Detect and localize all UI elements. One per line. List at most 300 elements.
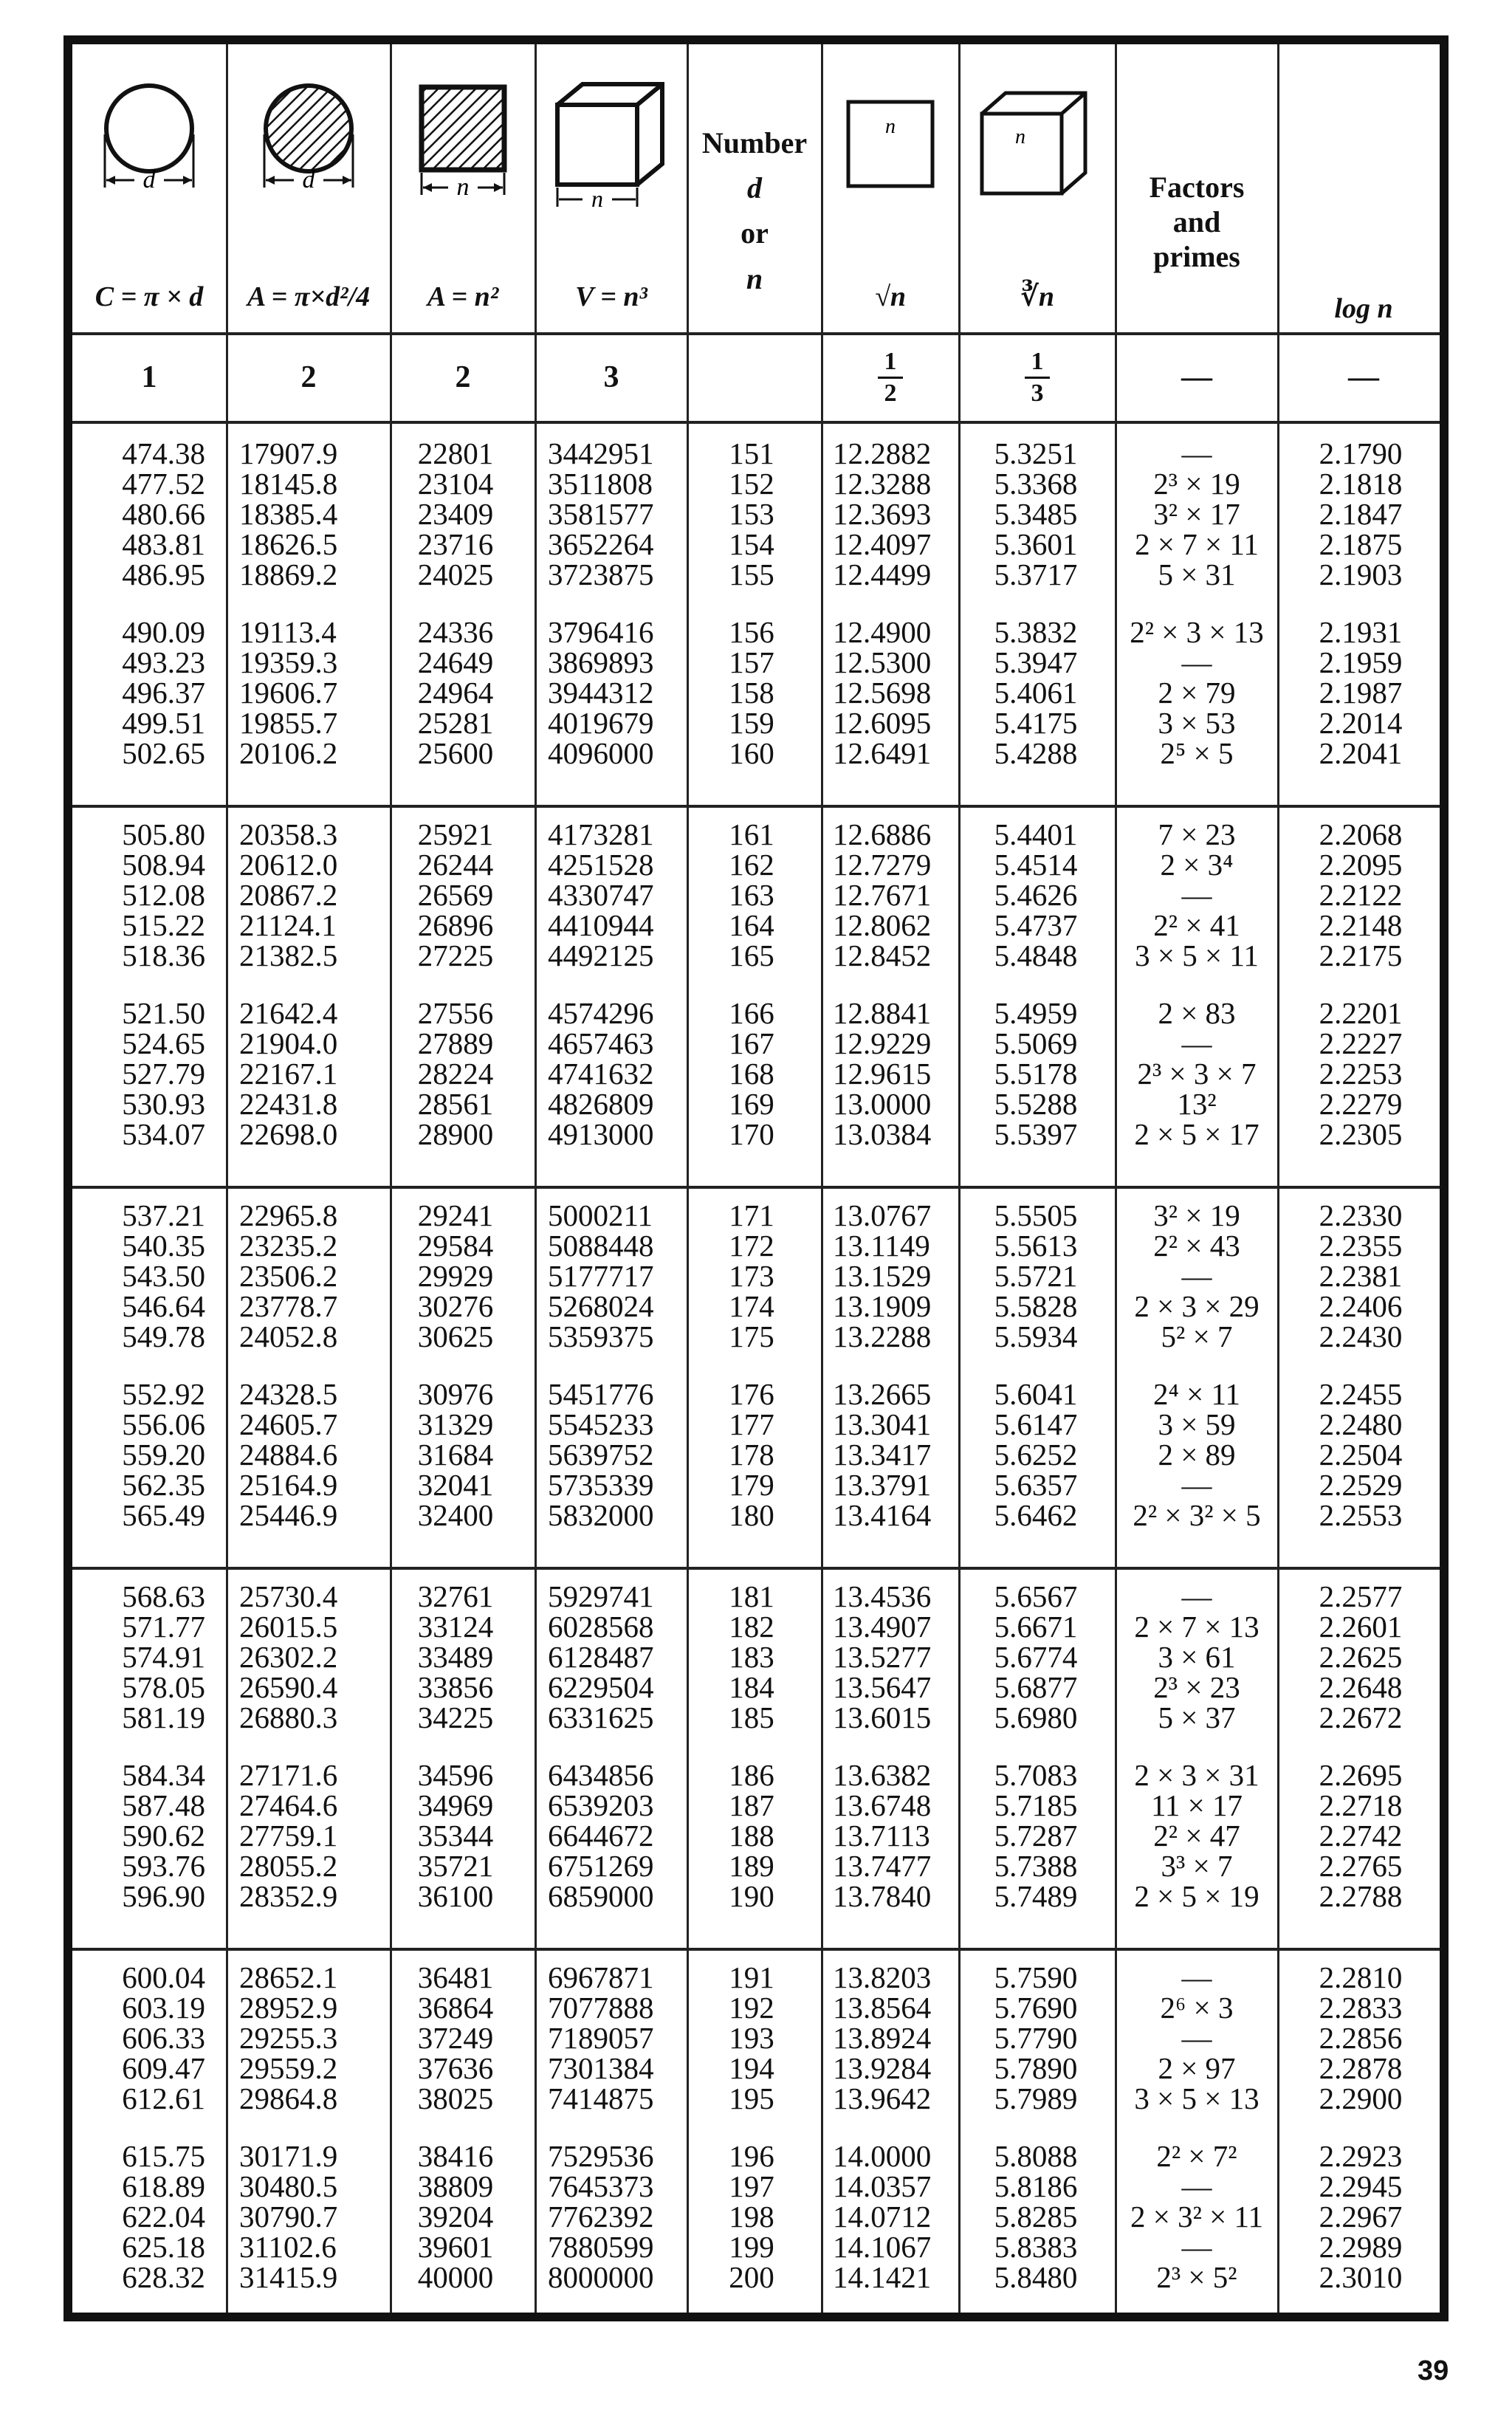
square-cell: 36481 xyxy=(417,1960,494,1994)
circle-area-cell: 17907.9 xyxy=(239,436,338,470)
cube-cell: 6644672 xyxy=(548,1819,654,1853)
cbrt-cell: 5.7489 xyxy=(994,1879,1078,1913)
circumference-cell: 490.09 xyxy=(122,615,205,649)
cube-cell: 4913000 xyxy=(548,1117,654,1151)
factors-column xyxy=(1121,1579,1273,1734)
sqrt-cell: 13.7477 xyxy=(833,1849,932,1883)
sqrt-column xyxy=(833,1379,951,1531)
cube-cell: 4657463 xyxy=(548,1026,654,1060)
number-cell: 183 xyxy=(729,1640,774,1674)
table-band xyxy=(72,805,1440,1186)
cube-dimension-label: n xyxy=(591,185,603,210)
log-column xyxy=(1291,617,1431,769)
sqrt-cell: 12.8841 xyxy=(833,996,932,1030)
cube-column xyxy=(548,1760,673,1912)
square-cell: 22801 xyxy=(417,436,494,470)
band-divider xyxy=(72,1948,1440,1951)
circumference-cell: 603.19 xyxy=(122,1991,205,2025)
square-cell: 30625 xyxy=(417,1319,494,1353)
square-cell: 23716 xyxy=(417,527,494,561)
log-cell: 2.2122 xyxy=(1319,878,1403,912)
number-column xyxy=(700,1379,803,1531)
cube-cell: 5832000 xyxy=(548,1498,654,1532)
number-column xyxy=(700,2141,803,2293)
cube-cell: 4251528 xyxy=(548,848,654,882)
cube-cell: 6751269 xyxy=(548,1849,654,1883)
square-cell: 24649 xyxy=(417,645,494,679)
circumference-cell: 606.33 xyxy=(122,2021,205,2055)
cbrt-cell: 5.4514 xyxy=(994,848,1078,882)
factors-cell: 5² × 7 xyxy=(1161,1319,1233,1353)
cbrt-cell: 5.6147 xyxy=(994,1407,1078,1441)
log-cell: 2.2253 xyxy=(1319,1057,1403,1091)
number-cell: 195 xyxy=(729,2081,774,2115)
log-cell: 2.1931 xyxy=(1319,615,1403,649)
circumference-cell: 593.76 xyxy=(122,1849,205,1883)
number-cell: 152 xyxy=(729,467,774,501)
number-cell: 179 xyxy=(729,1468,774,1502)
circle-area-cell: 22965.8 xyxy=(239,1198,338,1232)
circle-area-column xyxy=(239,1760,372,1912)
factors-cell: — xyxy=(1181,1026,1212,1060)
sqrt-cell: 13.4164 xyxy=(833,1498,932,1532)
circumference-cell: 609.47 xyxy=(122,2051,205,2085)
square-column xyxy=(400,1960,511,2115)
log-cell: 2.2305 xyxy=(1319,1117,1403,1151)
square-column xyxy=(400,436,511,591)
cube-cell: 7301384 xyxy=(548,2051,654,2085)
circumference-cell: 527.79 xyxy=(122,1057,205,1091)
log-cell: 2.2672 xyxy=(1319,1700,1403,1734)
log-cell: 2.2504 xyxy=(1319,1438,1403,1472)
sqrt-cell: 12.9229 xyxy=(833,1026,932,1060)
header-circle-area xyxy=(227,44,390,332)
cbrt-cell: 5.7890 xyxy=(994,2051,1078,2085)
circle-area-column xyxy=(239,817,372,972)
cbrt-cell: 5.3832 xyxy=(994,615,1078,649)
square-cell: 23104 xyxy=(417,467,494,501)
sqrt-cell: 13.3791 xyxy=(833,1468,932,1502)
log-cell: 2.2330 xyxy=(1319,1198,1403,1232)
factors-cell: 5 × 31 xyxy=(1158,557,1236,591)
cube-column xyxy=(548,1379,673,1531)
square-cell: 28561 xyxy=(417,1087,494,1121)
log-cell: 2.2989 xyxy=(1319,2230,1403,2264)
square-cell: 30276 xyxy=(417,1289,494,1323)
circle-area-cell: 20867.2 xyxy=(239,878,338,912)
cube-column xyxy=(548,617,673,769)
circumference-column xyxy=(87,1960,205,2115)
circle-area-cell: 22698.0 xyxy=(239,1117,338,1151)
number-cell: 192 xyxy=(729,1991,774,2025)
square-cell: 25281 xyxy=(417,706,494,740)
square-cell: 26569 xyxy=(417,878,494,912)
circumference-cell: 562.35 xyxy=(122,1468,205,1502)
factors-cell: 2⁵ × 5 xyxy=(1160,736,1234,770)
circumference-cell: 505.80 xyxy=(122,817,205,851)
log-cell: 2.2227 xyxy=(1319,1026,1403,1060)
factors-cell: 2 × 5 × 17 xyxy=(1134,1117,1260,1151)
circumference-cell: 508.94 xyxy=(122,848,205,882)
log-cell: 2.2833 xyxy=(1319,1991,1403,2025)
number-cell: 162 xyxy=(729,848,774,882)
factors-cell: 2 × 3⁴ xyxy=(1160,848,1234,882)
number-column xyxy=(700,998,803,1150)
cube-cell: 5088448 xyxy=(548,1229,654,1263)
factors-cell: 3 × 59 xyxy=(1158,1407,1236,1441)
square-cell: 33489 xyxy=(417,1640,494,1674)
table-band xyxy=(72,1948,1440,2329)
square-cell: 29584 xyxy=(417,1229,494,1263)
cube-cell: 4096000 xyxy=(548,736,654,770)
cube-cell: 3511808 xyxy=(548,467,653,501)
circle-area-cell: 25164.9 xyxy=(239,1468,338,1502)
circle-dimension-label: d xyxy=(142,166,156,193)
cube-cell: 3581577 xyxy=(548,497,654,531)
cube-cell: 5000211 xyxy=(548,1198,653,1232)
circumference-cell: 480.66 xyxy=(122,497,205,531)
factors-cell: — xyxy=(1181,1259,1212,1293)
header-number xyxy=(688,44,821,332)
log-column xyxy=(1291,1379,1431,1531)
number-cell: 171 xyxy=(729,1198,774,1232)
circle-area-cell: 20106.2 xyxy=(239,736,338,770)
small-cube-icon xyxy=(975,89,1100,199)
cbrt-cell: 5.8480 xyxy=(994,2260,1078,2294)
circle-area-cell: 29864.8 xyxy=(239,2081,338,2115)
circle-area-cell: 26015.5 xyxy=(239,1610,338,1644)
log-column xyxy=(1291,1760,1431,1912)
cbrt-cell: 5.4288 xyxy=(994,736,1078,770)
number-cell: 188 xyxy=(729,1819,774,1853)
factors-cell: 2 × 3² × 11 xyxy=(1130,2200,1263,2234)
circumference-cell: 499.51 xyxy=(122,706,205,740)
cube-column xyxy=(548,1960,673,2115)
disc-dimension-label: d xyxy=(302,166,315,193)
cbrt-column xyxy=(973,1960,1099,2115)
factors-column xyxy=(1121,1198,1273,1353)
circumference-cell: 587.48 xyxy=(122,1788,205,1822)
sqrt-cell: 13.5277 xyxy=(833,1640,932,1674)
cbrt-cell: 5.4737 xyxy=(994,908,1078,942)
circle-area-cell: 26880.3 xyxy=(239,1700,338,1734)
cbrt-cell: 5.5613 xyxy=(994,1229,1078,1263)
square-cell: 36864 xyxy=(417,1991,494,2025)
log-column xyxy=(1291,436,1431,591)
circumference-column xyxy=(87,1579,205,1734)
cube-cell: 6539203 xyxy=(548,1788,654,1822)
circumference-cell: 521.50 xyxy=(122,996,205,1030)
factors-column xyxy=(1121,617,1273,769)
index-cell-sqrt xyxy=(822,334,958,421)
log-cell: 2.2041 xyxy=(1319,736,1403,770)
number-cell: 155 xyxy=(729,557,774,591)
square-cell: 27556 xyxy=(417,996,494,1030)
log-cell: 2.2455 xyxy=(1319,1377,1403,1411)
cbrt-cell: 5.6877 xyxy=(994,1670,1078,1704)
cube-cell: 5177717 xyxy=(548,1259,654,1293)
log-cell: 2.1875 xyxy=(1319,527,1403,561)
index-cell: — xyxy=(1181,360,1212,394)
log-cell: 2.2967 xyxy=(1319,2200,1403,2234)
square-column xyxy=(400,617,511,769)
sqrt-cell: 13.0767 xyxy=(833,1198,932,1232)
number-cell: 165 xyxy=(729,938,774,972)
sqrt-cell: 14.0000 xyxy=(833,2139,932,2173)
factors-cell: — xyxy=(1181,1960,1212,1994)
cube-cell: 7880599 xyxy=(548,2230,654,2264)
log-cell: 2.2625 xyxy=(1319,1640,1403,1674)
circumference-column xyxy=(87,817,205,972)
factors-cell: 2⁴ × 11 xyxy=(1153,1377,1240,1411)
circumference-cell: 596.90 xyxy=(122,1879,205,1913)
circumference-cell: 578.05 xyxy=(122,1670,205,1704)
number-label-n: n xyxy=(746,261,763,295)
number-cell: 172 xyxy=(729,1229,774,1263)
cube-cell: 4826809 xyxy=(548,1087,654,1121)
cbrt-column xyxy=(973,1379,1099,1531)
number-column xyxy=(700,617,803,769)
square-cell: 26244 xyxy=(417,848,494,882)
factors-cell: — xyxy=(1181,1468,1212,1502)
circle-area-cell: 30790.7 xyxy=(239,2200,338,2234)
cube-cell: 6967871 xyxy=(548,1960,654,1994)
circle-area-cell: 21642.4 xyxy=(239,996,338,1030)
header-square xyxy=(391,44,535,332)
number-cell: 151 xyxy=(729,436,774,470)
circle-area-cell: 21904.0 xyxy=(239,1026,338,1060)
square-cell: 31684 xyxy=(417,1438,494,1472)
log-cell: 2.2529 xyxy=(1319,1468,1403,1502)
number-cell: 163 xyxy=(729,878,774,912)
number-cell: 167 xyxy=(729,1026,774,1060)
cube-cell: 3796416 xyxy=(548,615,654,649)
circumference-cell: 524.65 xyxy=(122,1026,205,1060)
circle-area-cell: 24328.5 xyxy=(239,1377,338,1411)
factors-cell: 13² xyxy=(1177,1087,1217,1121)
circumference-cell: 556.06 xyxy=(122,1407,205,1441)
cube-cell: 4741632 xyxy=(548,1057,654,1091)
number-column xyxy=(700,1960,803,2115)
cbrt-cell: 5.3947 xyxy=(994,645,1078,679)
circumference-cell: 600.04 xyxy=(122,1960,205,1994)
circle-area-cell: 23506.2 xyxy=(239,1259,338,1293)
small-square-icon xyxy=(842,96,938,192)
cube-cell: 3723875 xyxy=(548,557,654,591)
log-cell: 2.2553 xyxy=(1319,1498,1403,1532)
cbrt-column xyxy=(973,617,1099,769)
circumference-cell: 574.91 xyxy=(122,1640,205,1674)
index-cell: 2 xyxy=(455,360,471,394)
log-cell: 2.2900 xyxy=(1319,2081,1403,2115)
cube-cell: 3442951 xyxy=(548,436,654,470)
factors-cell: 2 × 97 xyxy=(1158,2051,1236,2085)
cbrt-cell: 5.4401 xyxy=(994,817,1078,851)
factors-column xyxy=(1121,998,1273,1150)
circumference-cell: 534.07 xyxy=(122,1117,205,1151)
cube-cell: 4574296 xyxy=(548,996,654,1030)
index-cell: 1 xyxy=(141,360,157,394)
sqrt-cell: 13.2665 xyxy=(833,1377,932,1411)
cbrt-cell: 5.4061 xyxy=(994,676,1078,710)
factors-cell: 2⁶ × 3 xyxy=(1160,1991,1234,2025)
circle-area-cell: 18145.8 xyxy=(239,467,338,501)
number-column xyxy=(700,1579,803,1734)
sqrt-cell: 12.7279 xyxy=(833,848,932,882)
square-cell: 32400 xyxy=(417,1498,494,1532)
fraction-third xyxy=(1025,349,1050,406)
log-cell: 2.2765 xyxy=(1319,1849,1403,1883)
log-cell: 2.3010 xyxy=(1319,2260,1403,2294)
circle-icon xyxy=(97,77,201,202)
circle-area-cell: 28352.9 xyxy=(239,1879,338,1913)
circumference-cell: 493.23 xyxy=(122,645,205,679)
index-cell: 2 xyxy=(300,360,317,394)
table-band xyxy=(72,1567,1440,1948)
log-column xyxy=(1291,1960,1431,2115)
circle-area-cell: 18385.4 xyxy=(239,497,338,531)
formula-circle-area: A = π×d²/4 xyxy=(247,281,371,312)
cbrt-cell: 5.5069 xyxy=(994,1026,1078,1060)
square-cell: 32041 xyxy=(417,1468,494,1502)
factors-cell: 2² × 3² × 5 xyxy=(1133,1498,1261,1532)
square-cell: 30976 xyxy=(417,1377,494,1411)
square-cell: 29929 xyxy=(417,1259,494,1293)
factors-cell: 2³ × 19 xyxy=(1153,467,1240,501)
circle-area-cell: 19359.3 xyxy=(239,645,338,679)
sqrt-cell: 13.7840 xyxy=(833,1879,932,1913)
log-cell: 2.2601 xyxy=(1319,1610,1403,1644)
number-cell: 159 xyxy=(729,706,774,740)
index-cell xyxy=(688,334,821,421)
circumference-column xyxy=(87,2141,205,2293)
square-cell: 38025 xyxy=(417,2081,494,2115)
circumference-cell: 515.22 xyxy=(122,908,205,942)
number-cell: 191 xyxy=(729,1960,774,1994)
square-dimension-label: n xyxy=(456,174,470,201)
cube-cell: 3944312 xyxy=(548,676,654,710)
cube-column xyxy=(548,998,673,1150)
log-column xyxy=(1291,2141,1431,2293)
cbrt-cell: 5.6774 xyxy=(994,1640,1078,1674)
square-cell: 34225 xyxy=(417,1700,494,1734)
factors-cell: — xyxy=(1181,436,1212,470)
log-cell: 2.2095 xyxy=(1319,848,1403,882)
circle-area-column xyxy=(239,1960,372,2115)
number-cell: 170 xyxy=(729,1117,774,1151)
cube-icon xyxy=(549,77,674,210)
factors-column xyxy=(1121,1760,1273,1912)
circle-area-cell: 28652.1 xyxy=(239,1960,338,1994)
log-cell: 2.2014 xyxy=(1319,706,1403,740)
sqrt-cell: 14.0357 xyxy=(833,2169,932,2203)
square-column xyxy=(400,1579,511,1734)
square-cell: 32761 xyxy=(417,1579,494,1613)
factors-cell: 3² × 19 xyxy=(1153,1198,1240,1232)
factors-cell: 3 × 53 xyxy=(1158,706,1236,740)
circumference-cell: 628.32 xyxy=(122,2260,205,2294)
number-cell: 161 xyxy=(729,817,774,851)
cbrt-cell: 5.3368 xyxy=(994,467,1078,501)
log-column xyxy=(1291,998,1431,1150)
number-column xyxy=(700,1760,803,1912)
sqrt-cell: 13.6015 xyxy=(833,1700,932,1734)
sqrt-cell: 13.3041 xyxy=(833,1407,932,1441)
number-cell: 164 xyxy=(729,908,774,942)
factors-cell: 5 × 37 xyxy=(1158,1700,1236,1734)
square-column xyxy=(400,1379,511,1531)
circle-area-cell: 21124.1 xyxy=(239,908,337,942)
sqrt-cell: 14.0712 xyxy=(833,2200,932,2234)
circle-area-cell: 24052.8 xyxy=(239,1319,338,1353)
cube-cell: 3652264 xyxy=(548,527,654,561)
factors-label-1: Factors xyxy=(1149,171,1245,204)
cube-column xyxy=(548,817,673,972)
factors-cell: 2² × 3 × 13 xyxy=(1130,615,1264,649)
sqrt-cell: 13.6748 xyxy=(833,1788,932,1822)
factors-cell: — xyxy=(1181,645,1212,679)
sqrt-cell: 13.9642 xyxy=(833,2081,932,2115)
log-cell: 2.1847 xyxy=(1319,497,1403,531)
number-cell: 158 xyxy=(729,676,774,710)
cbrt-cell: 5.7287 xyxy=(994,1819,1078,1853)
number-cell: 169 xyxy=(729,1087,774,1121)
circumference-cell: 474.38 xyxy=(122,436,205,470)
cbrt-cell: 5.6357 xyxy=(994,1468,1078,1502)
log-cell: 2.2406 xyxy=(1319,1289,1403,1323)
circumference-column xyxy=(87,1379,205,1531)
cbrt-cell: 5.4175 xyxy=(994,706,1078,740)
circle-area-column xyxy=(239,1579,372,1734)
log-cell: 2.2279 xyxy=(1319,1087,1403,1121)
number-label-or: or xyxy=(740,216,769,250)
sqrt-column xyxy=(833,998,951,1150)
header-cbrt xyxy=(960,44,1115,332)
circle-area-cell: 20612.0 xyxy=(239,848,338,882)
factors-cell: 2 × 3 × 31 xyxy=(1134,1758,1260,1792)
log-cell: 2.2742 xyxy=(1319,1819,1403,1853)
square-cell: 29241 xyxy=(417,1198,494,1232)
square-cell: 24336 xyxy=(417,615,494,649)
number-cell: 198 xyxy=(729,2200,774,2234)
number-cell: 184 xyxy=(729,1670,774,1704)
factors-label-2: and xyxy=(1172,205,1221,239)
log-cell: 2.1818 xyxy=(1319,467,1403,501)
circumference-cell: 559.20 xyxy=(122,1438,205,1472)
cube-cell: 4019679 xyxy=(548,706,654,740)
log-column xyxy=(1291,1579,1431,1734)
cbrt-cell: 5.3717 xyxy=(994,557,1078,591)
formula-circumference: C = π × d xyxy=(94,281,204,312)
index-cell-cbrt xyxy=(960,334,1115,421)
circumference-cell: 502.65 xyxy=(122,736,205,770)
circle-area-cell: 30171.9 xyxy=(239,2139,338,2173)
cube-column xyxy=(548,1579,673,1734)
cube-cell: 5268024 xyxy=(548,1289,654,1323)
page-number: 39 xyxy=(1418,2355,1449,2386)
square-cell: 34969 xyxy=(417,1788,494,1822)
circle-area-cell: 18626.5 xyxy=(239,527,338,561)
band-divider xyxy=(72,1567,1440,1570)
sqrt-cell: 13.7113 xyxy=(833,1819,930,1853)
log-cell: 2.2878 xyxy=(1319,2051,1403,2085)
number-cell: 177 xyxy=(729,1407,774,1441)
log-column xyxy=(1291,817,1431,972)
formula-cube: V = n³ xyxy=(575,281,647,312)
cbrt-cell: 5.8383 xyxy=(994,2230,1078,2264)
cbrt-cell: 5.7185 xyxy=(994,1788,1078,1822)
square-cell: 28900 xyxy=(417,1117,494,1151)
